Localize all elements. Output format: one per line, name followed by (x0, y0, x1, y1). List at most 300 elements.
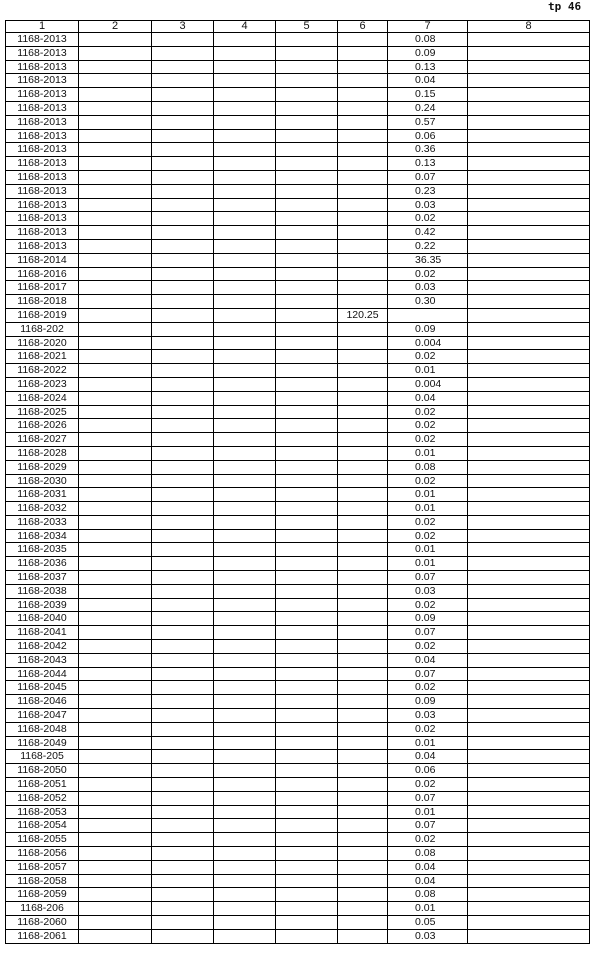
cell-empty (276, 750, 338, 764)
cell-empty (276, 612, 338, 626)
cell-id: 1168-2013 (6, 157, 79, 171)
cell-col6 (338, 322, 388, 336)
cell-empty (468, 74, 590, 88)
cell-empty (152, 391, 214, 405)
cell-empty (276, 460, 338, 474)
cell-empty (79, 819, 152, 833)
cell-empty (468, 598, 590, 612)
cell-empty (468, 860, 590, 874)
cell-id: 1168-2013 (6, 184, 79, 198)
table-row (6, 74, 590, 88)
cell-col6 (338, 433, 388, 447)
cell-col6 (338, 226, 388, 240)
cell-col7: 0.03 (388, 281, 468, 295)
cell-empty (79, 847, 152, 861)
header-row (6, 21, 590, 33)
cell-empty (79, 750, 152, 764)
cell-empty (214, 446, 276, 460)
column-header: 6 (338, 21, 388, 33)
cell-empty (152, 405, 214, 419)
column-header: 5 (276, 21, 338, 33)
cell-empty (79, 419, 152, 433)
table-row (6, 101, 590, 115)
cell-empty (468, 60, 590, 74)
cell-empty (214, 350, 276, 364)
cell-id: 1168-2039 (6, 598, 79, 612)
cell-col6 (338, 488, 388, 502)
column-header: 7 (388, 21, 468, 33)
cell-empty (276, 874, 338, 888)
table-row (6, 543, 590, 557)
cell-empty (79, 874, 152, 888)
cell-empty (79, 902, 152, 916)
cell-empty (468, 488, 590, 502)
cell-col6 (338, 819, 388, 833)
table-row (6, 667, 590, 681)
cell-id: 1168-2027 (6, 433, 79, 447)
cell-col7: 0.02 (388, 267, 468, 281)
cell-empty (468, 681, 590, 695)
cell-col7: 0.09 (388, 695, 468, 709)
cell-col7: 0.09 (388, 612, 468, 626)
cell-empty (79, 929, 152, 943)
cell-col7: 0.07 (388, 626, 468, 640)
cell-empty (468, 88, 590, 102)
cell-col7: 0.04 (388, 860, 468, 874)
cell-col7: 0.09 (388, 322, 468, 336)
table-row (6, 833, 590, 847)
cell-empty (468, 295, 590, 309)
cell-col6 (338, 143, 388, 157)
cell-empty (79, 709, 152, 723)
cell-empty (214, 929, 276, 943)
table-row (6, 226, 590, 240)
cell-empty (152, 791, 214, 805)
cell-empty (276, 129, 338, 143)
cell-col6 (338, 253, 388, 267)
cell-empty (468, 584, 590, 598)
cell-col7: 0.23 (388, 184, 468, 198)
cell-empty (79, 170, 152, 184)
cell-empty (276, 419, 338, 433)
cell-empty (214, 170, 276, 184)
cell-id: 1168-2013 (6, 46, 79, 60)
cell-empty (276, 736, 338, 750)
cell-col6 (338, 557, 388, 571)
table-row (6, 626, 590, 640)
cell-empty (214, 60, 276, 74)
table-row (6, 170, 590, 184)
table-row (6, 736, 590, 750)
table-row (6, 488, 590, 502)
cell-empty (214, 74, 276, 88)
table-row (6, 88, 590, 102)
cell-id: 1168-2014 (6, 253, 79, 267)
cell-empty (276, 281, 338, 295)
cell-empty (468, 626, 590, 640)
cell-id: 1168-2013 (6, 170, 79, 184)
table-row (6, 364, 590, 378)
cell-empty (468, 557, 590, 571)
cell-id: 1168-2022 (6, 364, 79, 378)
cell-empty (152, 336, 214, 350)
cell-empty (214, 764, 276, 778)
cell-col7: 0.42 (388, 226, 468, 240)
cell-col7: 0.05 (388, 916, 468, 930)
cell-col6 (338, 405, 388, 419)
table-row (6, 888, 590, 902)
cell-empty (214, 847, 276, 861)
cell-empty (152, 198, 214, 212)
cell-empty (152, 143, 214, 157)
cell-empty (468, 101, 590, 115)
cell-empty (79, 308, 152, 322)
cell-col6 (338, 115, 388, 129)
cell-empty (79, 391, 152, 405)
cell-empty (214, 791, 276, 805)
cell-empty (79, 281, 152, 295)
cell-empty (79, 571, 152, 585)
cell-empty (276, 308, 338, 322)
cell-empty (214, 253, 276, 267)
cell-col7: 0.08 (388, 888, 468, 902)
cell-empty (468, 129, 590, 143)
cell-empty (214, 888, 276, 902)
cell-empty (214, 612, 276, 626)
cell-col7: 0.02 (388, 681, 468, 695)
cell-col6: 120.25 (338, 308, 388, 322)
table-row (6, 791, 590, 805)
cell-col7: 0.01 (388, 446, 468, 460)
cell-col7: 0.03 (388, 709, 468, 723)
cell-id: 1168-2042 (6, 640, 79, 654)
cell-col7: 0.02 (388, 833, 468, 847)
cell-empty (214, 488, 276, 502)
cell-empty (214, 88, 276, 102)
cell-empty (79, 860, 152, 874)
cell-col7: 0.02 (388, 640, 468, 654)
cell-empty (276, 502, 338, 516)
cell-empty (79, 129, 152, 143)
cell-empty (468, 170, 590, 184)
table-row (6, 847, 590, 861)
cell-empty (214, 709, 276, 723)
cell-empty (152, 308, 214, 322)
cell-empty (276, 543, 338, 557)
cell-empty (276, 778, 338, 792)
table-row (6, 198, 590, 212)
cell-empty (468, 529, 590, 543)
cell-empty (214, 722, 276, 736)
cell-empty (214, 736, 276, 750)
cell-id: 1168-2049 (6, 736, 79, 750)
table-row (6, 929, 590, 943)
cell-empty (79, 295, 152, 309)
cell-id: 1168-2053 (6, 805, 79, 819)
cell-empty (468, 502, 590, 516)
table-row (6, 750, 590, 764)
cell-empty (276, 46, 338, 60)
cell-empty (276, 805, 338, 819)
cell-empty (79, 88, 152, 102)
cell-empty (79, 239, 152, 253)
cell-empty (152, 722, 214, 736)
cell-empty (214, 667, 276, 681)
cell-col6 (338, 695, 388, 709)
cell-col6 (338, 791, 388, 805)
table-row (6, 281, 590, 295)
cell-col6 (338, 60, 388, 74)
cell-id: 1168-2033 (6, 515, 79, 529)
cell-col7: 0.01 (388, 488, 468, 502)
cell-empty (214, 833, 276, 847)
table-row (6, 598, 590, 612)
cell-empty (276, 226, 338, 240)
cell-col7: 0.02 (388, 598, 468, 612)
cell-empty (214, 267, 276, 281)
cell-empty (79, 584, 152, 598)
cell-col6 (338, 736, 388, 750)
cell-col7 (388, 308, 468, 322)
table-row (6, 805, 590, 819)
cell-empty (79, 805, 152, 819)
cell-empty (152, 805, 214, 819)
cell-empty (468, 281, 590, 295)
cell-empty (276, 929, 338, 943)
cell-id: 1168-2052 (6, 791, 79, 805)
cell-empty (276, 101, 338, 115)
cell-col6 (338, 33, 388, 47)
table-row (6, 129, 590, 143)
cell-empty (79, 184, 152, 198)
cell-empty (214, 115, 276, 129)
cell-col7: 0.02 (388, 350, 468, 364)
cell-col7: 0.07 (388, 791, 468, 805)
cell-empty (152, 350, 214, 364)
cell-empty (214, 819, 276, 833)
cell-empty (468, 226, 590, 240)
cell-empty (152, 750, 214, 764)
cell-col6 (338, 874, 388, 888)
cell-col6 (338, 364, 388, 378)
table-row (6, 515, 590, 529)
cell-empty (276, 433, 338, 447)
cell-col7: 0.02 (388, 474, 468, 488)
table-row (6, 557, 590, 571)
cell-empty (468, 474, 590, 488)
cell-empty (214, 308, 276, 322)
cell-col6 (338, 377, 388, 391)
cell-empty (214, 226, 276, 240)
cell-empty (214, 571, 276, 585)
cell-id: 1168-202 (6, 322, 79, 336)
cell-col7: 0.09 (388, 46, 468, 60)
cell-id: 1168-2028 (6, 446, 79, 460)
cell-empty (79, 722, 152, 736)
cell-empty (468, 805, 590, 819)
cell-empty (214, 557, 276, 571)
cell-col6 (338, 860, 388, 874)
cell-empty (214, 529, 276, 543)
cell-col7: 0.08 (388, 847, 468, 861)
cell-col6 (338, 681, 388, 695)
table-row (6, 308, 590, 322)
cell-empty (214, 750, 276, 764)
cell-col6 (338, 902, 388, 916)
cell-col6 (338, 626, 388, 640)
column-header: 3 (152, 21, 214, 33)
cell-empty (214, 681, 276, 695)
cell-col7: 0.08 (388, 460, 468, 474)
cell-empty (152, 847, 214, 861)
cell-id: 1168-2034 (6, 529, 79, 543)
cell-id: 1168-2013 (6, 88, 79, 102)
cell-id: 1168-2024 (6, 391, 79, 405)
cell-empty (79, 46, 152, 60)
cell-empty (468, 709, 590, 723)
cell-id: 1168-2013 (6, 33, 79, 47)
cell-col7: 0.04 (388, 750, 468, 764)
cell-id: 1168-2013 (6, 60, 79, 74)
cell-col6 (338, 764, 388, 778)
cell-empty (152, 226, 214, 240)
cell-col7: 0.02 (388, 515, 468, 529)
cell-empty (214, 336, 276, 350)
cell-col7: 0.03 (388, 584, 468, 598)
cell-col7: 0.004 (388, 377, 468, 391)
cell-id: 1168-2013 (6, 198, 79, 212)
cell-id: 1168-2038 (6, 584, 79, 598)
cell-id: 1168-2029 (6, 460, 79, 474)
table-row (6, 502, 590, 516)
cell-empty (214, 129, 276, 143)
cell-empty (276, 212, 338, 226)
cell-id: 1168-2059 (6, 888, 79, 902)
cell-col6 (338, 129, 388, 143)
cell-empty (79, 336, 152, 350)
cell-empty (79, 101, 152, 115)
cell-col6 (338, 888, 388, 902)
cell-empty (468, 405, 590, 419)
cell-empty (152, 281, 214, 295)
cell-empty (152, 529, 214, 543)
cell-empty (214, 916, 276, 930)
cell-empty (276, 515, 338, 529)
cell-empty (468, 902, 590, 916)
cell-empty (152, 557, 214, 571)
cell-col6 (338, 778, 388, 792)
cell-col6 (338, 336, 388, 350)
cell-empty (468, 778, 590, 792)
cell-empty (79, 474, 152, 488)
cell-col7: 0.004 (388, 336, 468, 350)
cell-empty (152, 60, 214, 74)
cell-empty (214, 502, 276, 516)
cell-empty (152, 239, 214, 253)
cell-empty (79, 33, 152, 47)
cell-empty (79, 460, 152, 474)
cell-id: 1168-2013 (6, 239, 79, 253)
cell-empty (276, 170, 338, 184)
cell-empty (276, 446, 338, 460)
table-row (6, 902, 590, 916)
cell-empty (276, 115, 338, 129)
cell-empty (468, 364, 590, 378)
cell-empty (276, 488, 338, 502)
cell-col7: 0.15 (388, 88, 468, 102)
cell-col7: 0.03 (388, 198, 468, 212)
cell-empty (468, 847, 590, 861)
cell-empty (79, 515, 152, 529)
cell-empty (276, 653, 338, 667)
cell-empty (79, 488, 152, 502)
cell-empty (152, 170, 214, 184)
cell-col7: 0.06 (388, 764, 468, 778)
cell-col6 (338, 667, 388, 681)
cell-empty (214, 281, 276, 295)
cell-empty (152, 446, 214, 460)
cell-empty (79, 267, 152, 281)
cell-empty (152, 502, 214, 516)
cell-col6 (338, 529, 388, 543)
cell-empty (152, 778, 214, 792)
cell-id: 1168-2048 (6, 722, 79, 736)
cell-id: 1168-2060 (6, 916, 79, 930)
cell-empty (79, 198, 152, 212)
cell-empty (79, 364, 152, 378)
cell-col7: 0.01 (388, 736, 468, 750)
cell-col6 (338, 170, 388, 184)
cell-empty (79, 667, 152, 681)
cell-empty (468, 929, 590, 943)
cell-col6 (338, 460, 388, 474)
cell-empty (152, 736, 214, 750)
cell-col6 (338, 281, 388, 295)
cell-empty (214, 101, 276, 115)
cell-empty (152, 115, 214, 129)
cell-empty (79, 350, 152, 364)
cell-id: 1168-2013 (6, 212, 79, 226)
table-row (6, 640, 590, 654)
cell-col6 (338, 101, 388, 115)
cell-col6 (338, 805, 388, 819)
cell-col7: 0.07 (388, 667, 468, 681)
cell-empty (276, 640, 338, 654)
cell-empty (214, 295, 276, 309)
cell-empty (152, 88, 214, 102)
cell-empty (468, 198, 590, 212)
cell-empty (276, 322, 338, 336)
cell-empty (214, 198, 276, 212)
cell-empty (276, 184, 338, 198)
table-row (6, 764, 590, 778)
cell-empty (152, 888, 214, 902)
cell-empty (79, 60, 152, 74)
cell-empty (79, 888, 152, 902)
cell-empty (79, 543, 152, 557)
cell-empty (276, 667, 338, 681)
cell-id: 1168-205 (6, 750, 79, 764)
cell-col7: 0.24 (388, 101, 468, 115)
cell-empty (79, 253, 152, 267)
cell-empty (276, 364, 338, 378)
cell-empty (152, 253, 214, 267)
cell-empty (468, 391, 590, 405)
cell-col6 (338, 571, 388, 585)
cell-empty (214, 626, 276, 640)
cell-empty (79, 115, 152, 129)
cell-id: 1168-2016 (6, 267, 79, 281)
